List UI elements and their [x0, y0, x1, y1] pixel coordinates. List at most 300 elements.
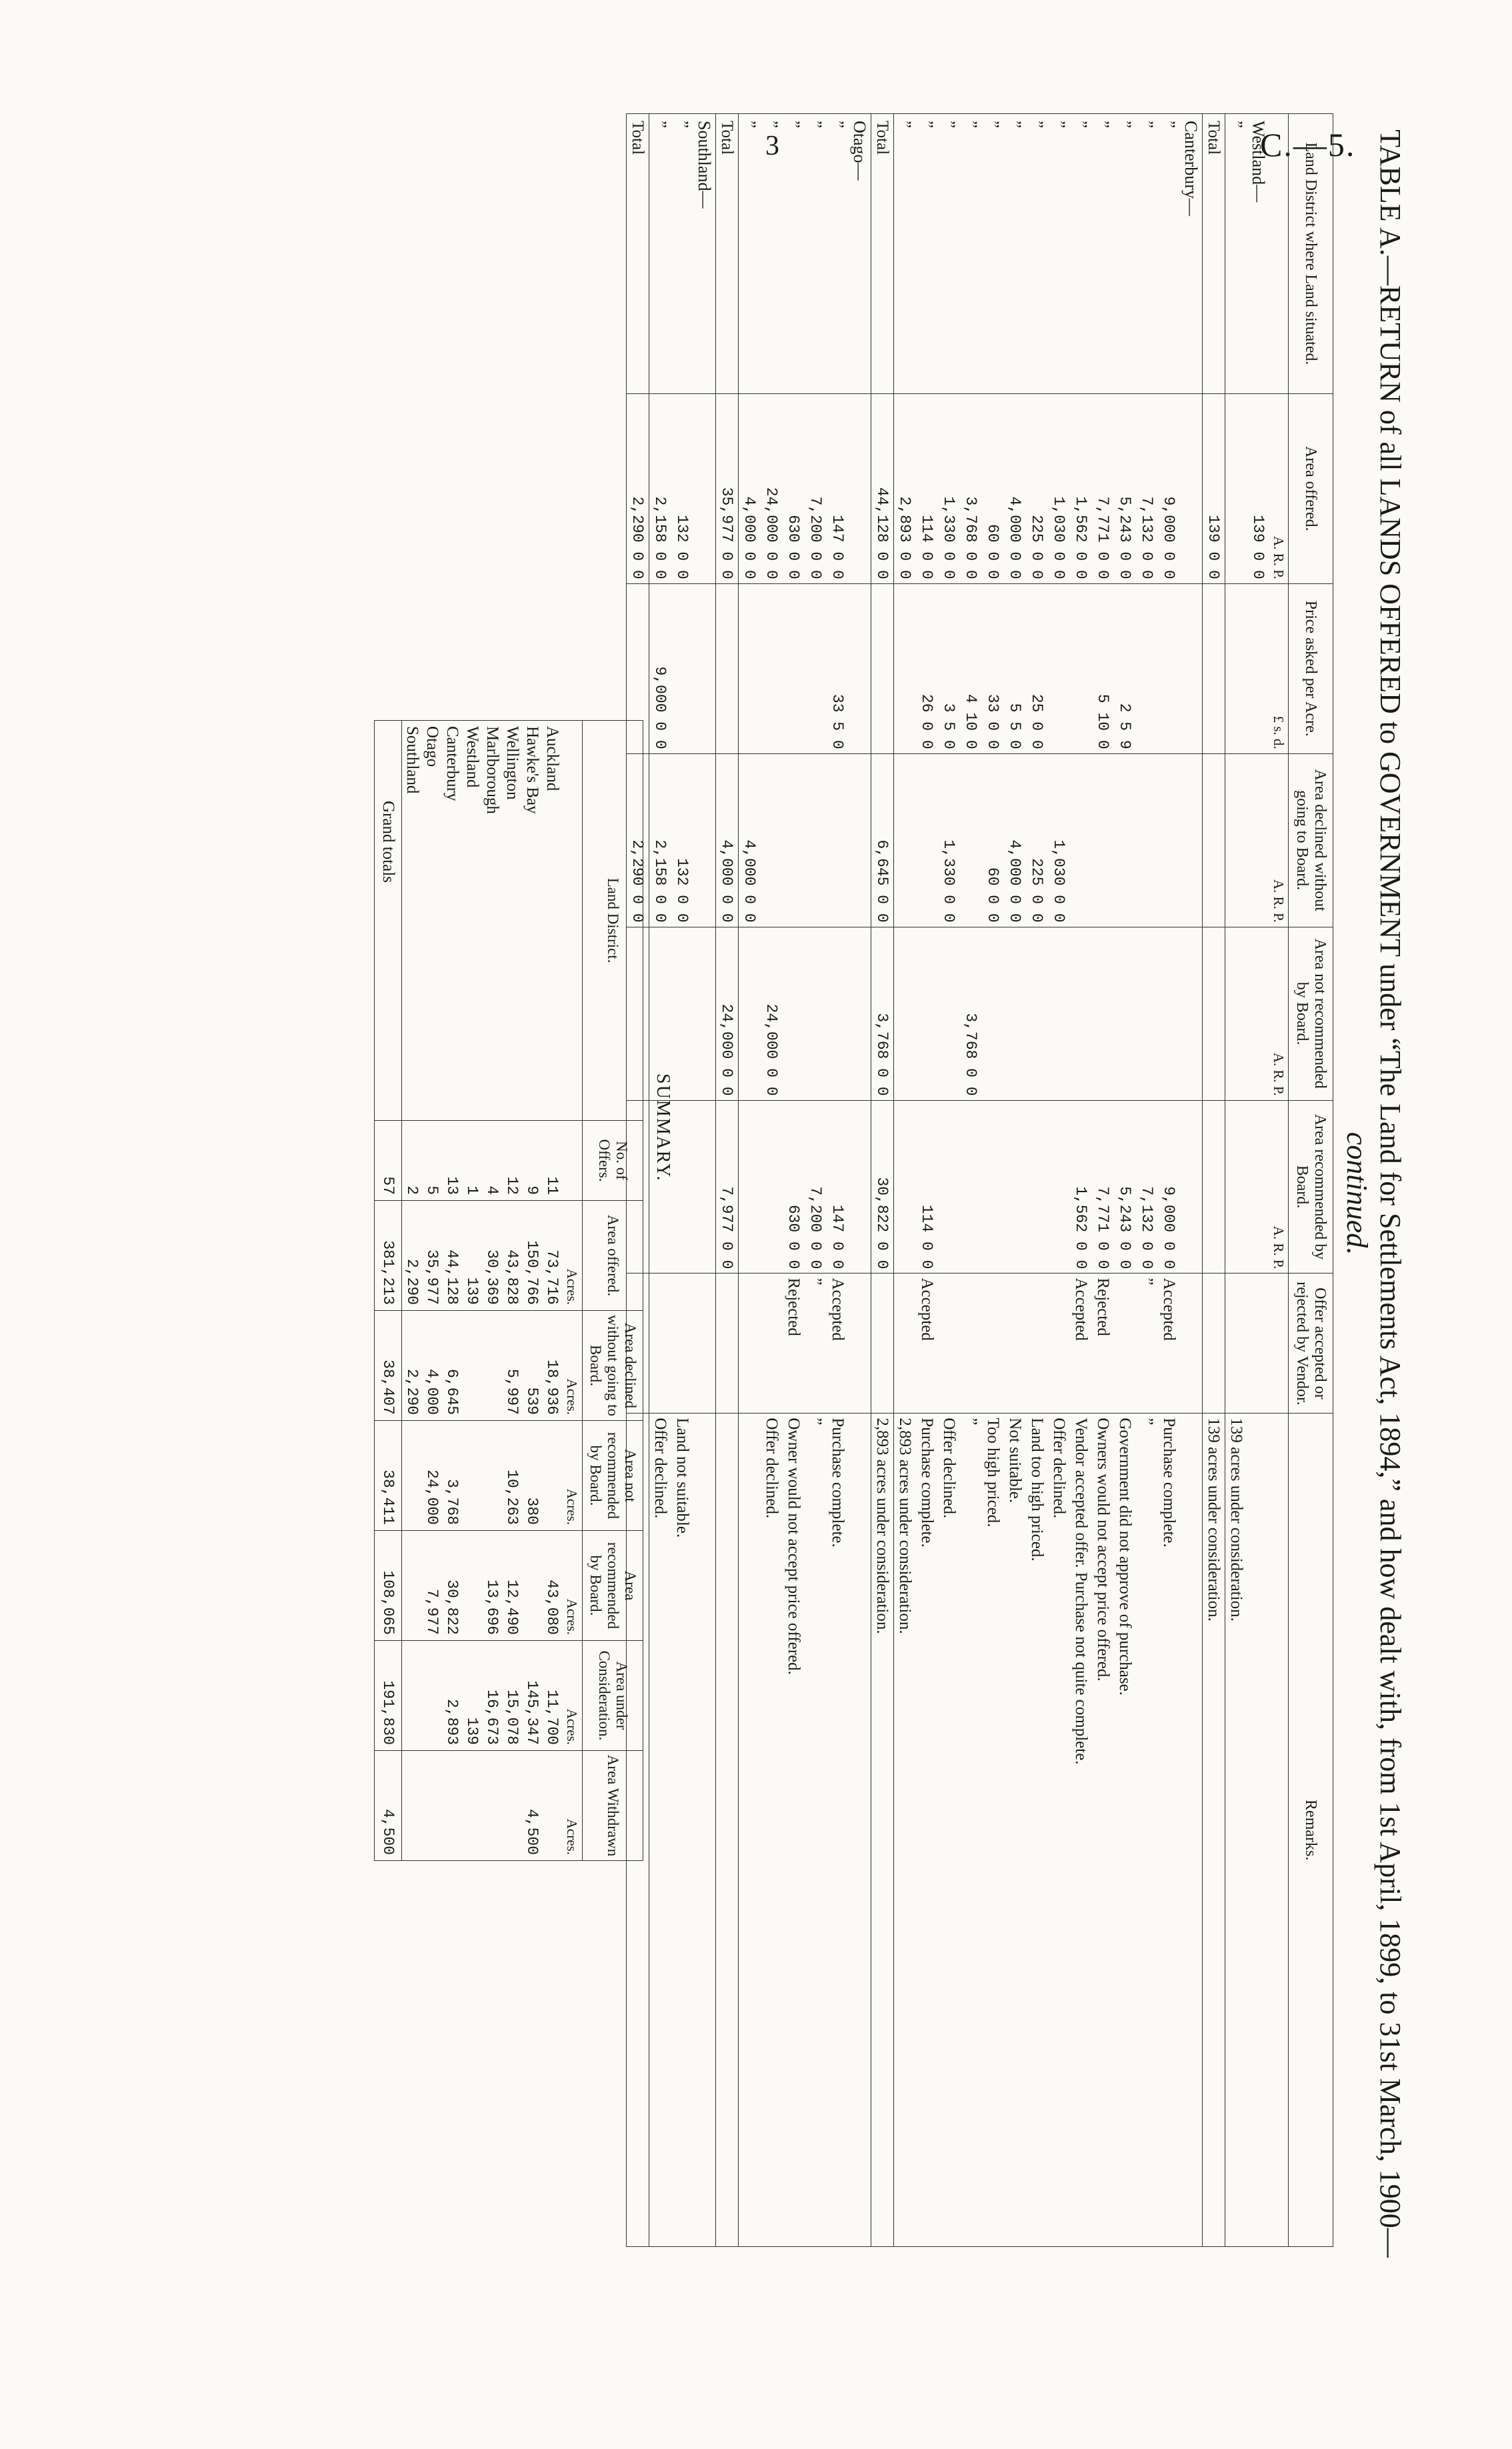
cell-recommended	[1026, 1100, 1048, 1274]
summary-row	[542, 721, 562, 1861]
summary-cell	[482, 1311, 502, 1421]
table-title	[1340, 127, 1407, 2260]
cell-declined	[1247, 753, 1269, 927]
cell-area-offered: 139 0 0	[1247, 393, 1269, 583]
cell-remarks	[739, 1414, 761, 2247]
cell-price	[1158, 583, 1180, 753]
summary-cell: 11,700	[542, 1641, 562, 1751]
district-group-row	[1180, 114, 1203, 2247]
cell-vendor	[649, 1274, 672, 1414]
summary-total-row	[375, 721, 402, 1861]
cell-declined: 2,290 0 0	[627, 753, 649, 927]
table-row	[894, 114, 917, 2247]
cell-price	[1136, 583, 1158, 753]
cell-price	[871, 583, 894, 753]
cell-declined	[693, 753, 716, 927]
summary-cell: 13	[442, 1121, 462, 1201]
cell-recommended	[1180, 1100, 1203, 1274]
cell-remarks: Owners would not accept price offered.	[1092, 1414, 1114, 2247]
cell-district: ”	[1092, 114, 1114, 394]
summary-cell: Hawke's Bay	[522, 721, 542, 1121]
summary-cell	[402, 1641, 423, 1751]
cell-district: ”	[938, 114, 960, 394]
cell-area-offered: 1,330 0 0	[938, 393, 960, 583]
cell-remarks: Vendor accepted offer. Purchase not quite complete.	[1070, 1414, 1092, 2247]
summary-cell: Canterbury	[442, 721, 462, 1121]
header-district: Land District where Land situated.	[1289, 114, 1333, 394]
header-not-recommended: Area not recommended by Board.	[1289, 927, 1333, 1100]
cell-remarks: 139 acres under consideration.	[1225, 1414, 1248, 2247]
cell-area-offered: 7,200 0 0	[805, 393, 827, 583]
table-row	[671, 114, 693, 2247]
summary-cell: 4,000	[422, 1311, 442, 1421]
cell-declined: 132 0 0	[671, 753, 693, 927]
summary-header: Area under Consideration.	[583, 1641, 643, 1751]
cell-remarks	[1247, 1414, 1269, 2247]
cell-area-offered: 147 0 0	[827, 393, 849, 583]
cell-area-offered: 2,158 0 0	[649, 393, 672, 583]
summary-total-cell: Grand totals	[375, 721, 402, 1121]
cell-not-recommended	[982, 927, 1004, 1100]
cell-recommended	[693, 1100, 716, 1274]
table-title-continued: continued.	[1341, 1131, 1373, 1256]
summary-row	[422, 721, 442, 1861]
summary-cell: 30,369	[482, 1201, 502, 1311]
cell-recommended	[938, 1100, 960, 1274]
summary-cell	[402, 1751, 423, 1861]
cell-not-recommended	[671, 927, 693, 1100]
cell-not-recommended	[1070, 927, 1092, 1100]
summary-unit: Acres.	[562, 1751, 583, 1861]
table-title-text: TABLE A.—RETURN of all LANDS OFFERED to GOVERNMENT under “The Land for Settlements Act, 1894,” and how dealt with, from 1st April, 1899, to 31st March, 1900—	[1374, 129, 1407, 2258]
cell-area-offered	[1225, 393, 1248, 583]
cell-district: Total	[871, 114, 894, 394]
cell-declined: 2,158 0 0	[649, 753, 672, 927]
summary-cell	[522, 1531, 542, 1641]
cell-vendor	[693, 1274, 716, 1414]
cell-declined	[1136, 753, 1158, 927]
summary-cell: 35,977	[422, 1201, 442, 1311]
cell-price	[1203, 583, 1225, 753]
cell-recommended	[849, 1100, 871, 1274]
summary-cell	[502, 1751, 522, 1861]
summary-table	[374, 720, 643, 1861]
cell-remarks: 2,893 acres under consideration.	[894, 1414, 917, 2247]
cell-price	[1070, 583, 1092, 753]
cell-price: 25 0 0	[1026, 583, 1048, 753]
summary-cell: Wellington	[502, 721, 522, 1121]
cell-recommended	[1203, 1100, 1225, 1274]
summary-unit: Acres.	[562, 1421, 583, 1531]
cell-recommended: 5,243 0 0	[1114, 1100, 1136, 1274]
summary-cell: Southland	[402, 721, 423, 1121]
cell-area-offered: 114 0 0	[916, 393, 938, 583]
cell-area-offered: 4,000 0 0	[1004, 393, 1026, 583]
summary-cell: 12	[502, 1121, 522, 1201]
summary-cell	[422, 1751, 442, 1861]
cell-district: ”	[1048, 114, 1070, 394]
cell-not-recommended	[1247, 927, 1269, 1100]
cell-district: ”	[1225, 114, 1248, 394]
cell-area-offered: 35,977 0 0	[716, 393, 739, 583]
cell-price	[1180, 583, 1203, 753]
table-row	[1092, 114, 1114, 2247]
cell-district: Otago—	[849, 114, 871, 394]
cell-area-offered: 132 0 0	[671, 393, 693, 583]
cell-not-recommended: 3,768 0 0	[960, 927, 982, 1100]
cell-remarks: Land too high priced.	[1026, 1414, 1048, 2247]
summary-cell	[442, 1751, 462, 1861]
cell-vendor	[960, 1274, 982, 1414]
cell-not-recommended	[1004, 927, 1026, 1100]
district-group-row	[849, 114, 871, 2247]
summary-total-cell: 57	[375, 1121, 402, 1201]
table-row	[1136, 114, 1158, 2247]
summary-cell: 2	[402, 1121, 423, 1201]
cell-area-offered: 630 0 0	[783, 393, 805, 583]
cell-declined: 6,645 0 0	[871, 753, 894, 927]
cell-recommended	[1225, 1100, 1248, 1274]
summary-units-row	[562, 721, 583, 1861]
table-row	[1158, 114, 1180, 2247]
rotated-table-sheet	[97, 87, 1430, 2287]
cell-remarks: ”	[805, 1414, 827, 2247]
cell-district: ”	[916, 114, 938, 394]
units-row	[1269, 114, 1289, 2247]
summary-cell: 2,290	[402, 1311, 423, 1421]
summary-header-row	[583, 721, 643, 1861]
cell-district: ”	[805, 114, 827, 394]
cell-vendor	[1004, 1274, 1026, 1414]
summary-cell: 150,766	[522, 1201, 542, 1311]
unit-arp: A. R. P.	[1269, 1100, 1289, 1274]
cell-price: 9,000 0 0	[649, 583, 672, 753]
summary-cell: 24,000	[422, 1421, 442, 1531]
summary-cell: 73,716	[542, 1201, 562, 1311]
cell-declined: 4,000 0 0	[716, 753, 739, 927]
cell-vendor	[938, 1274, 960, 1414]
cell-not-recommended	[1225, 927, 1248, 1100]
summary-cell: 11	[542, 1121, 562, 1201]
cell-recommended: 30,822 0 0	[871, 1100, 894, 1274]
cell-area-offered	[1180, 393, 1203, 583]
cell-vendor	[1114, 1274, 1136, 1414]
cell-price	[716, 583, 739, 753]
cell-district: ”	[894, 114, 917, 394]
cell-declined	[1158, 753, 1180, 927]
cell-area-offered: 60 0 0	[982, 393, 1004, 583]
cell-area-offered	[849, 393, 871, 583]
cell-district: ”	[783, 114, 805, 394]
summary-cell: 7,977	[422, 1531, 442, 1641]
cell-area-offered: 4,000 0 0	[739, 393, 761, 583]
cell-district: ”	[1114, 114, 1136, 394]
cell-remarks: 139 acres under consideration.	[1203, 1414, 1225, 2247]
cell-remarks: Offer declined.	[1048, 1414, 1070, 2247]
cell-recommended	[1004, 1100, 1026, 1274]
cell-remarks: ”	[960, 1414, 982, 2247]
cell-recommended	[960, 1100, 982, 1274]
cell-declined	[761, 753, 783, 927]
cell-remarks	[849, 1414, 871, 2247]
table-row	[805, 114, 827, 2247]
summary-cell: 380	[522, 1421, 542, 1531]
summary-row	[462, 721, 482, 1861]
summary-cell: Auckland	[542, 721, 562, 1121]
cell-district: ”	[649, 114, 672, 394]
cell-district: ”	[982, 114, 1004, 394]
summary-unit: Acres.	[562, 1201, 583, 1311]
summary-header: Land District.	[583, 721, 643, 1121]
header-declined: Area declined without going to Board.	[1289, 753, 1333, 927]
cell-price	[761, 583, 783, 753]
cell-area-offered: 44,128 0 0	[871, 393, 894, 583]
unit-arp: A. R. P.	[1269, 927, 1289, 1100]
cell-not-recommended	[693, 927, 716, 1100]
cell-declined	[894, 753, 917, 927]
table-row	[1004, 114, 1026, 2247]
cell-not-recommended: 24,000 0 0	[761, 927, 783, 1100]
cell-remarks: Not suitable.	[1004, 1414, 1026, 2247]
total-row	[1203, 114, 1225, 2247]
cell-area-offered: 225 0 0	[1026, 393, 1048, 583]
cell-district: ”	[1158, 114, 1180, 394]
cell-declined: 1,030 0 0	[1048, 753, 1070, 927]
cell-district: ”	[1004, 114, 1026, 394]
cell-price: 26 0 0	[916, 583, 938, 753]
cell-remarks	[716, 1414, 739, 2247]
summary-cell: 1	[462, 1121, 482, 1201]
table-row	[1114, 114, 1136, 2247]
cell-price	[783, 583, 805, 753]
summary-cell	[402, 1421, 423, 1531]
cell-vendor	[1225, 1274, 1248, 1414]
summary-cell	[462, 1311, 482, 1421]
summary-cell: 4,500	[522, 1751, 542, 1861]
cell-vendor	[739, 1274, 761, 1414]
cell-vendor: Accepted	[1070, 1274, 1092, 1414]
cell-not-recommended	[894, 927, 917, 1100]
cell-declined	[849, 753, 871, 927]
cell-declined	[1180, 753, 1203, 927]
summary-header: Area declined without going to Board.	[583, 1311, 643, 1421]
summary-cell	[462, 1421, 482, 1531]
cell-price	[693, 583, 716, 753]
cell-district: ”	[1136, 114, 1158, 394]
cell-recommended	[1048, 1100, 1070, 1274]
cell-recommended	[1247, 1100, 1269, 1274]
table-row	[982, 114, 1004, 2247]
summary-body	[375, 721, 583, 1861]
cell-not-recommended	[1092, 927, 1114, 1100]
summary-cell: 2,893	[442, 1641, 462, 1751]
cell-not-recommended	[1048, 927, 1070, 1100]
cell-recommended: 7,132 0 0	[1136, 1100, 1158, 1274]
summary-unit: Acres.	[562, 1531, 583, 1641]
cell-price	[739, 583, 761, 753]
summary-cell: 3,768	[442, 1421, 462, 1531]
cell-remarks: Purchase complete.	[916, 1414, 938, 2247]
cell-declined: 4,000 0 0	[739, 753, 761, 927]
district-group-row	[1247, 114, 1269, 2247]
summary-header: Area offered.	[583, 1201, 643, 1311]
cell-declined	[1203, 753, 1225, 927]
cell-not-recommended	[916, 927, 938, 1100]
cell-remarks: Too high priced.	[982, 1414, 1004, 2247]
cell-recommended: 7,977 0 0	[716, 1100, 739, 1274]
summary-cell: 139	[462, 1641, 482, 1751]
summary-cell: 6,645	[442, 1311, 462, 1421]
cell-district: Westland—	[1247, 114, 1269, 394]
table-row	[960, 114, 982, 2247]
cell-price	[1048, 583, 1070, 753]
cell-declined: 1,330 0 0	[938, 753, 960, 927]
summary-cell: Otago	[422, 721, 442, 1121]
summary-row	[442, 721, 462, 1861]
cell-price: 33 5 0	[827, 583, 849, 753]
cell-district: Total	[716, 114, 739, 394]
cell-price	[1225, 583, 1248, 753]
summary-cell: 2,290	[402, 1201, 423, 1311]
cell-recommended	[982, 1100, 1004, 1274]
cell-declined	[1225, 753, 1248, 927]
cell-declined	[827, 753, 849, 927]
return-table	[626, 113, 1333, 2247]
cell-recommended: 630 0 0	[783, 1100, 805, 1274]
summary-cell	[402, 1531, 423, 1641]
summary-cell: 4	[482, 1121, 502, 1201]
cell-district: ”	[739, 114, 761, 394]
summary-cell: 12,490	[502, 1531, 522, 1641]
summary-cell: 539	[522, 1311, 542, 1421]
summary-cell	[422, 1641, 442, 1751]
cell-area-offered	[693, 393, 716, 583]
cell-not-recommended	[783, 927, 805, 1100]
table-row	[938, 114, 960, 2247]
total-row	[871, 114, 894, 2247]
summary-cell: 139	[462, 1201, 482, 1311]
table-row	[761, 114, 783, 2247]
cell-area-offered: 5,243 0 0	[1114, 393, 1136, 583]
cell-area-offered: 1,562 0 0	[1070, 393, 1092, 583]
cell-remarks	[1180, 1414, 1203, 2247]
cell-area-offered: 7,771 0 0	[1092, 393, 1114, 583]
return-table-body	[627, 114, 1289, 2247]
table-row	[1070, 114, 1092, 2247]
summary-cell: 30,822	[442, 1531, 462, 1641]
summary-header: Area not recommended by Board.	[583, 1421, 643, 1531]
cell-not-recommended	[938, 927, 960, 1100]
summary-cell: 16,673	[482, 1641, 502, 1751]
cell-price	[849, 583, 871, 753]
header-area-offered: Area offered.	[1289, 393, 1333, 583]
cell-remarks: Owner would not accept price offered.	[783, 1414, 805, 2247]
cell-remarks: Offer declined.	[649, 1414, 672, 2247]
summary-cell: Westland	[462, 721, 482, 1121]
cell-price: 3 5 0	[938, 583, 960, 753]
summary-cell	[482, 1421, 502, 1531]
cell-price	[1247, 583, 1269, 753]
cell-area-offered: 139 0 0	[1203, 393, 1225, 583]
cell-remarks: Offer declined.	[761, 1414, 783, 2247]
summary-total-cell: 4,500	[375, 1751, 402, 1861]
cell-not-recommended	[849, 927, 871, 1100]
summary-cell: Marlborough	[482, 721, 502, 1121]
district-group-row	[693, 114, 716, 2247]
cell-vendor	[849, 1274, 871, 1414]
cell-declined: 4,000 0 0	[1004, 753, 1026, 927]
cell-recommended	[739, 1100, 761, 1274]
table-row	[1026, 114, 1048, 2247]
summary-cell	[482, 1751, 502, 1861]
cell-district: Total	[627, 114, 649, 394]
summary-cell: 5	[422, 1121, 442, 1201]
cell-vendor	[1048, 1274, 1070, 1414]
cell-recommended: 7,200 0 0	[805, 1100, 827, 1274]
summary-cell: 5,997	[502, 1311, 522, 1421]
cell-vendor: Accepted	[916, 1274, 938, 1414]
cell-not-recommended	[1026, 927, 1048, 1100]
cell-area-offered: 9,000 0 0	[1158, 393, 1180, 583]
cell-vendor	[761, 1274, 783, 1414]
cell-remarks: Government did not approve of purchase.	[1114, 1414, 1136, 2247]
cell-area-offered: 3,768 0 0	[960, 393, 982, 583]
table-row	[739, 114, 761, 2247]
cell-vendor	[671, 1274, 693, 1414]
cell-remarks: Purchase complete.	[827, 1414, 849, 2247]
summary-cell: 13,696	[482, 1531, 502, 1641]
cell-remarks: 2,893 acres under consideration.	[871, 1414, 894, 2247]
cell-not-recommended	[1203, 927, 1225, 1100]
cell-vendor: Accepted	[1158, 1274, 1180, 1414]
cell-declined: 225 0 0	[1026, 753, 1048, 927]
summary-total-cell: 38,411	[375, 1421, 402, 1531]
cell-area-offered: 24,000 0 0	[761, 393, 783, 583]
cell-vendor	[1247, 1274, 1269, 1414]
cell-price	[805, 583, 827, 753]
summary-cell	[542, 1751, 562, 1861]
summary-header: No. of Offers.	[583, 1121, 643, 1201]
cell-vendor	[982, 1274, 1004, 1414]
cell-declined	[783, 753, 805, 927]
table-row	[827, 114, 849, 2247]
summary-cell: 15,078	[502, 1641, 522, 1751]
summary-header: Area recommended by Board.	[583, 1531, 643, 1641]
cell-area-offered: 2,290 0 0	[627, 393, 649, 583]
cell-vendor: Rejected	[1092, 1274, 1114, 1414]
cell-vendor: Rejected	[783, 1274, 805, 1414]
header-remarks: Remarks.	[1289, 1414, 1333, 2247]
cell-district: ”	[1070, 114, 1092, 394]
cell-vendor	[716, 1274, 739, 1414]
cell-district: Canterbury—	[1180, 114, 1203, 394]
cell-district: ”	[1026, 114, 1048, 394]
cell-not-recommended	[827, 927, 849, 1100]
cell-not-recommended: 24,000 0 0	[716, 927, 739, 1100]
summary-row	[482, 721, 502, 1861]
cell-not-recommended	[1114, 927, 1136, 1100]
cell-vendor: ”	[805, 1274, 827, 1414]
cell-vendor	[871, 1274, 894, 1414]
cell-declined	[1070, 753, 1092, 927]
cell-declined	[1114, 753, 1136, 927]
cell-recommended: 1,562 0 0	[1070, 1100, 1092, 1274]
cell-remarks	[693, 1414, 716, 2247]
header-vendor: Offer accepted or rejected by Vendor.	[1289, 1274, 1333, 1414]
table-row	[1225, 114, 1248, 2247]
cell-area-offered: 2,893 0 0	[894, 393, 917, 583]
cell-declined	[805, 753, 827, 927]
